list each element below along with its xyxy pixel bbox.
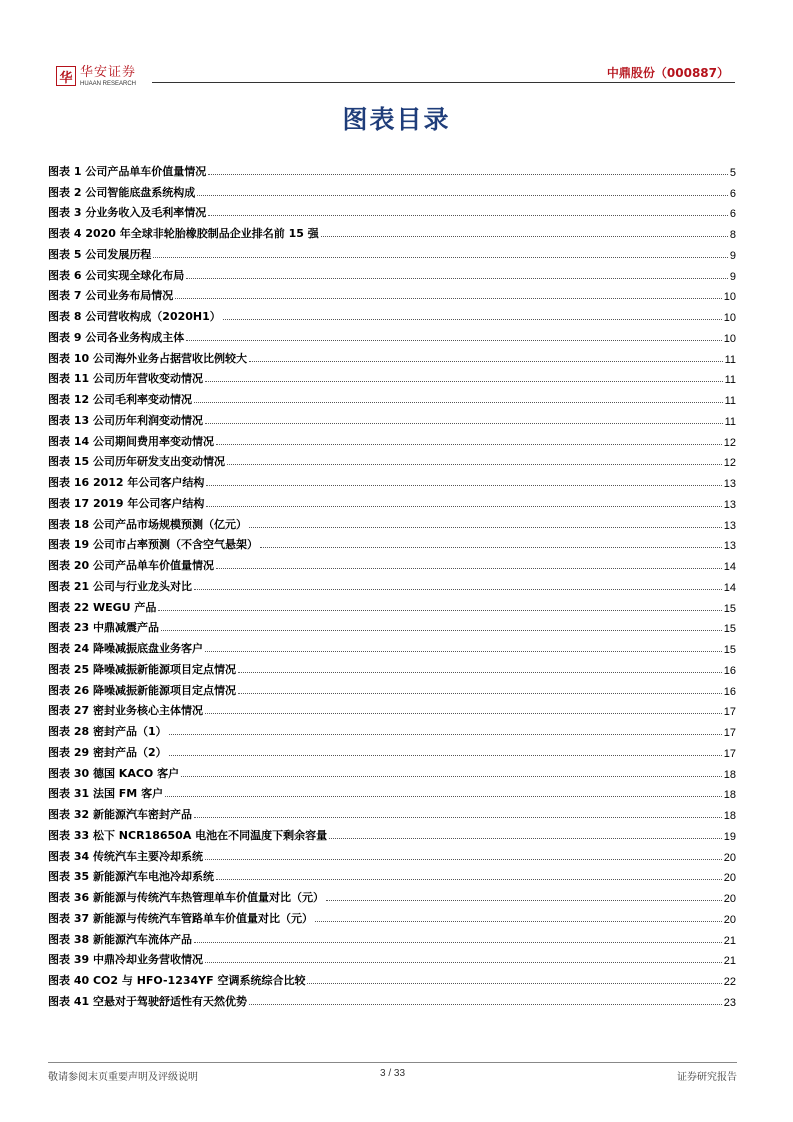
toc-entry-label: 图表 20 公司产品单车价值量情况 xyxy=(48,559,214,572)
toc-entry[interactable] xyxy=(48,760,736,781)
toc-entry-label: 图表 10 公司海外业务占据营收比例较大 xyxy=(48,351,247,365)
toc-entry-label: 图表 11 公司历年营收变动情况 xyxy=(48,372,203,386)
toc-entry-page: 13 xyxy=(723,478,736,490)
toc-entry-page: 12 xyxy=(723,457,736,470)
toc-dot-leader xyxy=(205,713,722,714)
toc-entry-page: 14 xyxy=(723,581,736,594)
toc-entry-label: 图表 14 公司期间费用率变动情况 xyxy=(48,434,214,448)
toc-entry-page: 11 xyxy=(724,374,736,387)
toc-entry[interactable] xyxy=(48,241,736,262)
toc-dot-leader xyxy=(206,485,721,486)
toc-entry[interactable] xyxy=(48,905,736,926)
toc-entry-label: 图表 37 新能源与传统汽车管路单车价值量对比（元） xyxy=(48,911,313,925)
toc-dot-leader xyxy=(260,547,722,548)
toc-dot-leader xyxy=(249,1004,722,1005)
toc-entry-page: 21 xyxy=(723,955,736,968)
toc-list xyxy=(48,158,736,1009)
toc-entry-page: 19 xyxy=(723,830,736,843)
toc-entry[interactable] xyxy=(48,345,736,366)
toc-entry[interactable] xyxy=(48,449,736,470)
toc-entry[interactable] xyxy=(48,739,736,760)
toc-entry-page: 11 xyxy=(724,415,736,428)
toc-entry-page: 20 xyxy=(723,913,736,926)
toc-dot-leader xyxy=(227,464,722,465)
toc-entry-page: 15 xyxy=(723,602,736,615)
toc-dot-leader xyxy=(216,568,722,569)
toc-dot-leader xyxy=(216,879,722,880)
toc-entry[interactable] xyxy=(48,303,736,324)
logo-en: HUAAN RESEARCH xyxy=(80,81,137,87)
toc-dot-leader xyxy=(194,817,722,818)
toc-entry-page: 5 xyxy=(729,166,736,179)
toc-entry[interactable] xyxy=(48,781,736,802)
toc-dot-leader xyxy=(169,755,722,756)
toc-entry[interactable] xyxy=(48,283,736,304)
toc-entry-label: 图表 25 降噪减振新能源项目定点情况 xyxy=(48,662,236,676)
toc-entry[interactable] xyxy=(48,511,736,532)
huaan-logo xyxy=(56,66,136,87)
toc-entry-label: 图表 9 公司各业务构成主体 xyxy=(48,330,185,344)
toc-entry-label: 图表 32 新能源汽车密封产品 xyxy=(48,808,192,821)
toc-entry[interactable] xyxy=(48,677,736,698)
toc-entry-page: 17 xyxy=(723,727,736,739)
toc-entry[interactable] xyxy=(48,158,736,179)
toc-entry-page: 10 xyxy=(723,332,736,345)
footer-divider xyxy=(48,1062,737,1063)
toc-entry[interactable] xyxy=(48,366,736,387)
toc-entry[interactable] xyxy=(48,428,736,449)
toc-entry-label: 图表 19 公司市占率预测（不含空气悬架） xyxy=(48,538,258,552)
toc-entry[interactable] xyxy=(48,843,736,864)
toc-entry-page: 14 xyxy=(723,561,736,573)
toc-entry[interactable] xyxy=(48,200,736,221)
toc-dot-leader xyxy=(307,983,721,984)
toc-entry[interactable] xyxy=(48,967,736,988)
toc-entry-label: 图表 33 松下 NCR18650A 电池在不同温度下剩余容量 xyxy=(48,828,328,842)
toc-dot-leader xyxy=(194,402,723,403)
toc-dot-leader xyxy=(216,444,722,445)
toc-dot-leader xyxy=(186,340,721,341)
logo-text xyxy=(80,66,136,87)
toc-entry-label: 图表 22 WEGU 产品 xyxy=(48,600,157,614)
header-divider xyxy=(152,82,735,83)
toc-dot-leader xyxy=(238,672,722,673)
toc-entry-label: 图表 3 分业务收入及毛利率情况 xyxy=(48,206,207,220)
toc-dot-leader xyxy=(194,942,722,943)
toc-dot-leader xyxy=(223,319,722,320)
toc-dot-leader xyxy=(329,838,722,839)
toc-dot-leader xyxy=(197,195,728,196)
page-number: 3 / 33 xyxy=(379,1068,406,1079)
toc-dot-leader xyxy=(208,174,728,175)
toc-entry-label: 图表 16 2012 年公司客户结构 xyxy=(48,476,205,489)
toc-entry[interactable] xyxy=(48,801,736,822)
toc-entry-label: 图表 41 空悬对于驾驶舒适性有天然优势 xyxy=(48,994,247,1008)
toc-entry-label: 图表 26 降噪减振新能源项目定点情况 xyxy=(48,683,236,697)
toc-dot-leader xyxy=(186,278,728,279)
toc-entry[interactable] xyxy=(48,718,736,739)
toc-entry-page: 20 xyxy=(723,851,736,864)
toc-entry-page: 13 xyxy=(723,498,736,511)
toc-entry-label: 图表 38 新能源汽车流体产品 xyxy=(48,932,192,946)
toc-entry[interactable] xyxy=(48,324,736,345)
toc-entry-label: 图表 2 公司智能底盘系统构成 xyxy=(48,185,196,199)
footer-disclaimer: 敬请参阅末页重要声明及评级说明 xyxy=(48,1072,198,1083)
toc-entry[interactable] xyxy=(48,490,736,511)
toc-entry-page: 10 xyxy=(723,312,736,324)
toc-dot-leader xyxy=(205,962,722,963)
toc-dot-leader xyxy=(321,236,728,237)
toc-entry-page: 17 xyxy=(723,747,736,760)
toc-entry-page: 17 xyxy=(723,706,736,719)
toc-dot-leader xyxy=(205,381,723,382)
toc-entry-page: 13 xyxy=(723,540,736,553)
toc-entry-page: 6 xyxy=(729,187,736,200)
toc-dot-leader xyxy=(238,693,722,694)
toc-entry[interactable] xyxy=(48,573,736,594)
toc-entry[interactable] xyxy=(48,594,736,615)
toc-dot-leader xyxy=(165,796,722,797)
toc-entry-page: 9 xyxy=(729,270,736,283)
toc-entry-label: 图表 1 公司产品单车价值量情况 xyxy=(48,164,207,178)
toc-entry[interactable] xyxy=(48,822,736,843)
toc-entry-page: 21 xyxy=(723,934,736,947)
toc-entry-label: 图表 18 公司产品市场规模预测（亿元） xyxy=(48,517,247,531)
toc-entry-label: 图表 21 公司与行业龙头对比 xyxy=(48,579,192,593)
toc-entry-page: 16 xyxy=(723,685,736,698)
toc-dot-leader xyxy=(249,361,723,362)
toc-entry-label: 图表 29 密封产品（2） xyxy=(48,745,167,759)
toc-entry-label: 图表 13 公司历年利润变动情况 xyxy=(48,413,203,427)
toc-entry[interactable] xyxy=(48,864,736,885)
toc-entry-label: 图表 8 公司营收构成（2020H1） xyxy=(48,310,221,323)
toc-entry-page: 13 xyxy=(723,519,736,532)
toc-entry-label: 图表 5 公司发展历程 xyxy=(48,247,152,261)
footer-report-type: 证券研究报告 xyxy=(677,1072,737,1083)
toc-entry-label: 图表 28 密封产品（1） xyxy=(48,725,167,738)
toc-entry[interactable] xyxy=(48,532,736,553)
seal-icon: 华 xyxy=(56,66,76,86)
toc-dot-leader xyxy=(205,651,722,652)
toc-entry[interactable] xyxy=(48,656,736,677)
toc-dot-leader xyxy=(153,257,728,258)
toc-dot-leader xyxy=(158,610,721,611)
company-name: 中鼎股份（000887） xyxy=(606,66,729,80)
toc-entry-page: 22 xyxy=(723,976,736,988)
toc-entry-label: 图表 36 新能源与传统汽车热管理单车价值量对比（元） xyxy=(48,891,324,904)
toc-entry-label: 图表 34 传统汽车主要冷却系统 xyxy=(48,849,203,863)
toc-entry-label: 图表 4 2020 年全球非轮胎橡胶制品企业排名前 15 强 xyxy=(48,227,319,240)
toc-entry-page: 20 xyxy=(723,893,736,905)
toc-entry-page: 8 xyxy=(729,229,736,241)
toc-dot-leader xyxy=(181,776,722,777)
toc-entry-page: 18 xyxy=(723,768,736,781)
toc-entry-label: 图表 15 公司历年研发支出变动情况 xyxy=(48,455,225,469)
toc-entry-label: 图表 35 新能源汽车电池冷却系统 xyxy=(48,870,214,884)
toc-entry-page: 15 xyxy=(723,623,736,636)
toc-entry-page: 11 xyxy=(724,395,736,407)
toc-entry[interactable] xyxy=(48,220,736,241)
page-header xyxy=(0,0,793,100)
toc-entry-page: 11 xyxy=(724,353,736,366)
toc-entry[interactable] xyxy=(48,926,736,947)
toc-dot-leader xyxy=(326,900,722,901)
toc-entry[interactable] xyxy=(48,262,736,283)
toc-dot-leader xyxy=(205,859,722,860)
toc-entry-page: 15 xyxy=(723,644,736,656)
toc-entry-page: 20 xyxy=(723,872,736,885)
toc-entry[interactable] xyxy=(48,552,736,573)
toc-entry[interactable] xyxy=(48,469,736,490)
toc-dot-leader xyxy=(208,215,728,216)
toc-dot-leader xyxy=(315,921,722,922)
page-title: 图表目录 xyxy=(342,105,451,134)
toc-entry-label: 图表 27 密封业务核心主体情况 xyxy=(48,704,203,718)
toc-entry-label: 图表 40 CO2 与 HFO-1234YF 空调系统综合比较 xyxy=(48,974,306,987)
toc-entry[interactable] xyxy=(48,407,736,428)
toc-entry-page: 18 xyxy=(723,810,736,822)
toc-entry[interactable] xyxy=(48,947,736,968)
toc-dot-leader xyxy=(249,527,722,528)
toc-entry[interactable] xyxy=(48,179,736,200)
toc-entry[interactable] xyxy=(48,988,736,1009)
toc-entry-label: 图表 24 降噪减振底盘业务客户 xyxy=(48,642,203,655)
toc-entry[interactable] xyxy=(48,386,736,407)
toc-entry[interactable] xyxy=(48,615,736,636)
toc-entry[interactable] xyxy=(48,698,736,719)
toc-entry-label: 图表 7 公司业务布局情况 xyxy=(48,289,174,303)
toc-entry-page: 12 xyxy=(723,436,736,449)
toc-entry[interactable] xyxy=(48,635,736,656)
toc-entry-label: 图表 39 中鼎冷却业务营收情况 xyxy=(48,953,203,967)
toc-entry-page: 23 xyxy=(723,996,736,1009)
toc-dot-leader xyxy=(206,506,721,507)
toc-dot-leader xyxy=(175,298,721,299)
toc-entry-page: 9 xyxy=(729,249,736,262)
toc-entry-page: 18 xyxy=(723,789,736,802)
toc-entry-page: 10 xyxy=(723,291,736,304)
toc-entry-page: 6 xyxy=(729,208,736,221)
toc-entry-page: 16 xyxy=(723,664,736,677)
logo-cn: 华安证券 xyxy=(80,65,137,80)
toc-dot-leader xyxy=(161,630,722,631)
toc-entry-label: 图表 31 法国 FM 客户 xyxy=(48,787,164,801)
toc-entry-label: 图表 30 德国 KACO 客户 xyxy=(48,766,180,780)
toc-dot-leader xyxy=(205,423,723,424)
toc-entry-label: 图表 23 中鼎减震产品 xyxy=(48,621,159,635)
toc-entry-label: 图表 17 2019 年公司客户结构 xyxy=(48,496,205,510)
toc-dot-leader xyxy=(194,589,722,590)
toc-entry[interactable] xyxy=(48,884,736,905)
toc-entry-label: 图表 6 公司实现全球化布局 xyxy=(48,268,185,282)
toc-entry-label: 图表 12 公司毛利率变动情况 xyxy=(48,393,192,406)
toc-dot-leader xyxy=(169,734,722,735)
